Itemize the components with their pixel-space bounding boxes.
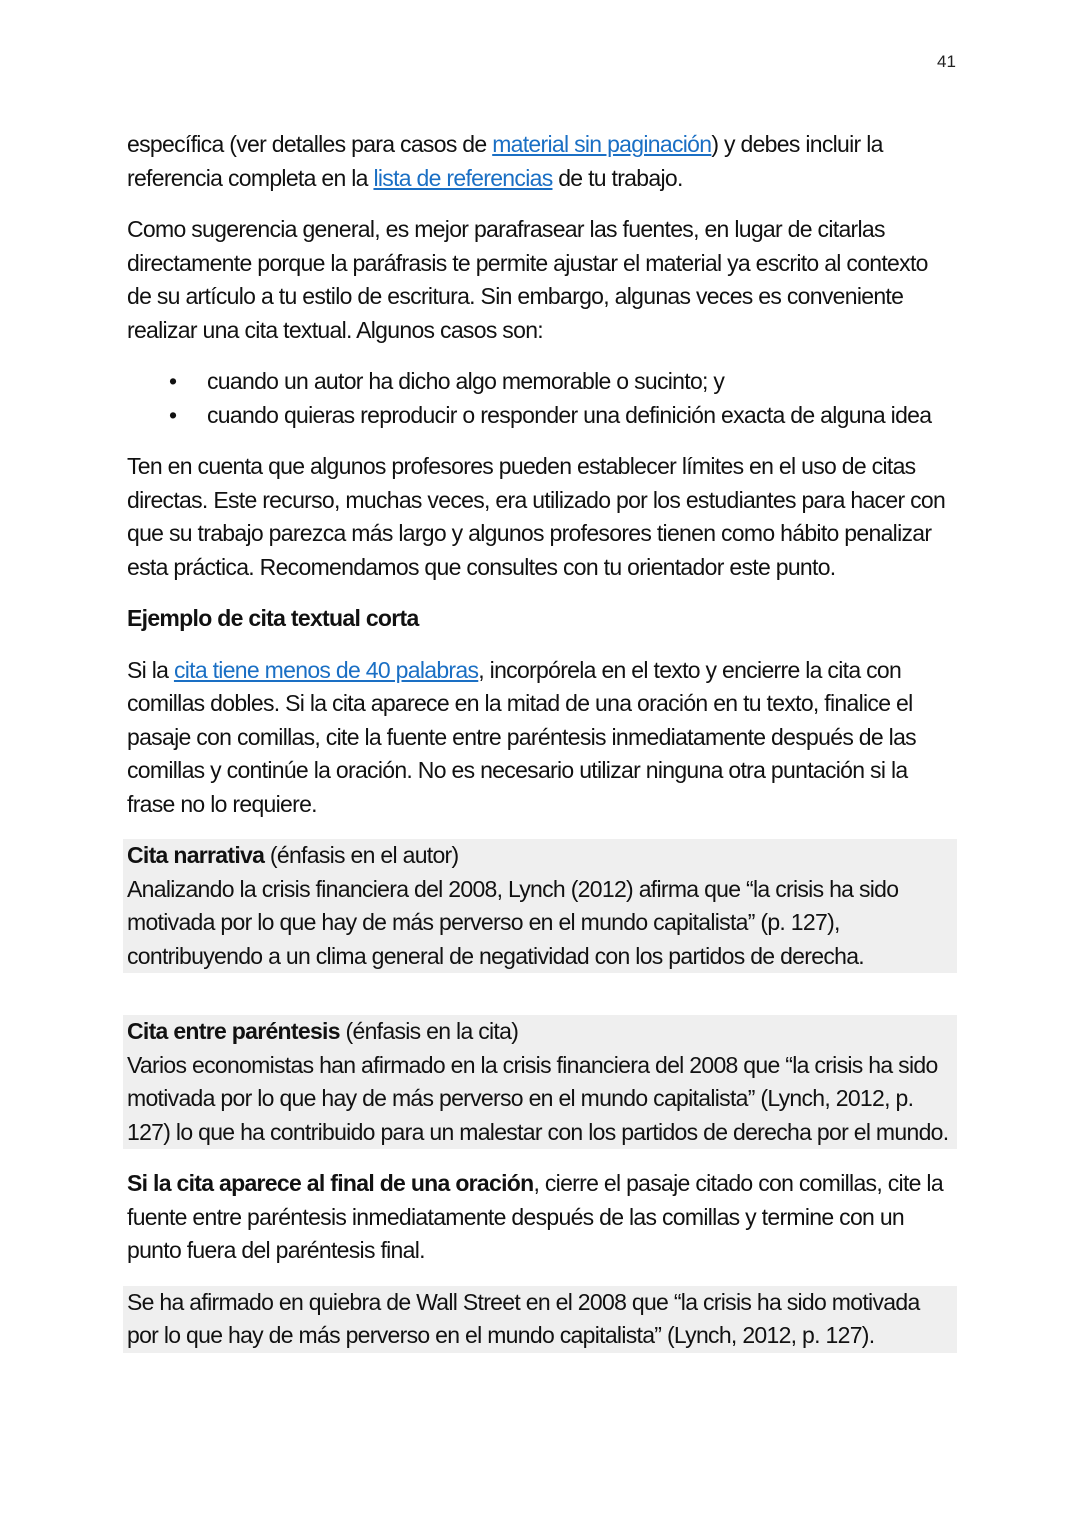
narrative-citation-example [123, 839, 957, 973]
text-segment: , incorpórela en el texto y encierre la cita con comillas dobles. Si la cita aparece en la mitad de una oración en tu texto, finalice el pasaje con comillas, cite la fuente entre paréntesis inmediatamente después de las comillas y continúe la oración. No es necesario utilizar ninguna otra puntación si la frase no lo requiere. [127, 656, 916, 817]
text-segment: Como sugerencia general, es mejor parafrasear las fuentes, en lugar de citarlas directamente porque la paráfrasis te permite ajustar el material ya escrito al contexto de su artículo a tu estilo de escritura. Sin embargo, algunas veces es conveniente realizar una cita textual. Algunos casos son: [127, 216, 928, 343]
inline-link[interactable]: cita tiene menos de 40 palabras [173, 656, 479, 683]
text-segment: ) y debes incluir la referencia completa en la [127, 131, 883, 191]
limits-paragraph [127, 450, 957, 584]
list-item [169, 399, 957, 433]
page-number: 41 [937, 52, 956, 71]
bold-label: Si la cita aparece al final de una oración [127, 1170, 534, 1196]
text-segment: Si la [127, 656, 174, 683]
bullet-icon: • [169, 368, 177, 394]
text-segment: Se ha afirmado en quiebra de Wall Street en el 2008 que “la crisis ha sido motivada por lo que hay de más perverso en el mundo capitalista” (Lynch, 2012, p. 127). [127, 1288, 920, 1348]
inline-link[interactable]: lista de referencias [373, 164, 553, 191]
text-segment: Ten en cuenta que algunos profesores pueden establecer límites en el uso de citas directas. Este recurso, muchas veces, era utilizado por los estudiantes para hacer con que su trabajo parezca más largo y algunos profesores tienen como hábito penalizar esta práctica. Recomendamos que consultes con tu orientador este punto. [127, 453, 946, 580]
text-segment: , cierre el pasaje citado con comillas, cite la fuente entre paréntesis inmediatamente después de las comillas y termine con un punto fuera del paréntesis final. [127, 1170, 943, 1263]
end-of-sentence-paragraph [127, 1167, 957, 1268]
bullet-list [127, 365, 957, 432]
text-segment: (énfasis en la cita) [339, 1018, 519, 1044]
suggestion-paragraph [127, 213, 957, 347]
bold-label: Cita narrativa [127, 842, 265, 868]
document-body [127, 128, 957, 1371]
list-item-text: cuando un autor ha dicho algo memorable o sucinto; y [207, 368, 725, 394]
list-item-text: cuando quieras reproducir o responder una definición exacta de alguna idea [207, 401, 932, 428]
inline-link[interactable]: material sin paginación [492, 131, 712, 157]
section-heading: Ejemplo de cita textual corta [127, 605, 419, 631]
text-segment: de tu trabajo. [552, 164, 683, 191]
text-segment: (énfasis en el autor) [264, 842, 459, 868]
bold-label: Cita entre paréntesis [127, 1018, 340, 1044]
text-segment: específica (ver detalles para casos de [127, 131, 493, 157]
text-segment: Analizando la crisis financiera del 2008, Lynch (2012) afirma que “la crisis ha sido motivada por lo que hay de más perverso en el mundo capitalista” (p. 127), contribuyendo a un clima general de negatividad con los partidos de derecha. [127, 875, 899, 969]
list-item [169, 365, 957, 399]
end-of-sentence-example [123, 1286, 957, 1353]
short-quote-paragraph [127, 654, 957, 822]
bullet-icon: • [169, 401, 177, 428]
text-segment: Varios economistas han afirmado en la crisis financiera del 2008 que “la crisis ha sido motivada por lo que hay de más perverso en el mundo capitalista” (Lynch, 2012, p. 127) lo que ha contribuido para un malestar con los partidos de derecha por el mundo. [127, 1051, 949, 1145]
intro-paragraph [127, 128, 957, 195]
parenthetical-citation-example [123, 1015, 957, 1149]
